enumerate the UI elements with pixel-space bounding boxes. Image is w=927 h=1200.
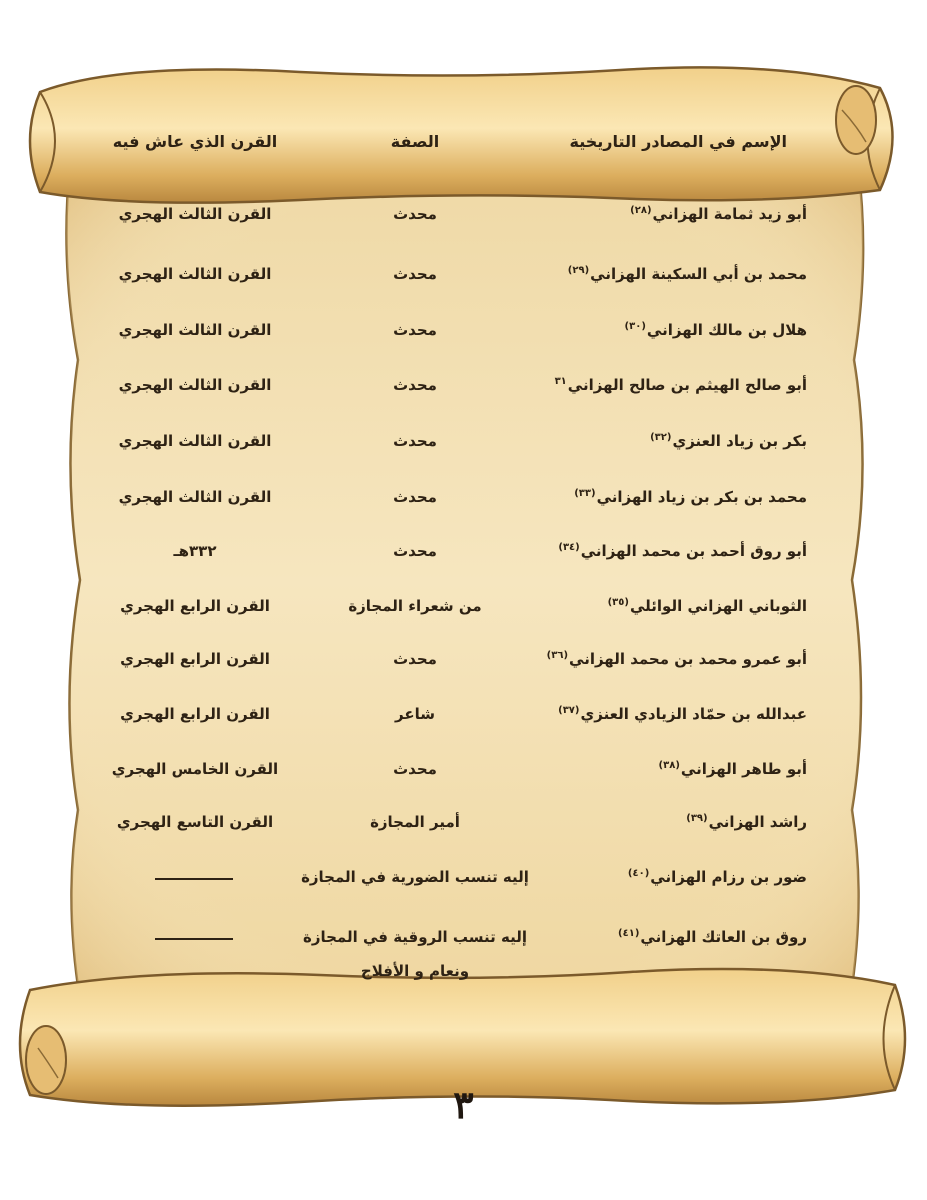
- header-description: الصفة: [390, 132, 440, 151]
- row-6-name: محمد بن بكر بن زياد الهزاني$^{(٣٣)}$: [574, 488, 807, 506]
- row-2-name: محمد بن أبي السكينة الهزاني$^{(٢٩)}$: [567, 265, 807, 283]
- row-11-name: أبو طاهر الهزاني$^{(٣٨)}$: [658, 760, 807, 778]
- row-7-description: محدث: [393, 542, 437, 560]
- row-14-description-line2: ونعام و الأفلاج: [360, 962, 470, 980]
- row-10-description: شاعر: [395, 705, 435, 723]
- row-8-name: الثوباني الهزاني الوائلي$^{(٣٥)}$: [607, 597, 807, 615]
- row-8-century: القرن الرابع الهجري: [120, 597, 270, 615]
- header-century: القرن الذي عاش فيه: [112, 132, 278, 151]
- row-8-description: من شعراء المجازة: [348, 597, 482, 615]
- row-10-century: القرن الرابع الهجري: [120, 705, 270, 723]
- row-12-ref: (٣٩): [686, 813, 708, 824]
- row-14-description: إليه تنسب الروقية في المجازة: [302, 928, 527, 946]
- row-9-ref: (٣٦): [546, 650, 569, 661]
- row-12-description: أمير المجازة: [370, 813, 460, 831]
- row-1-century: القرن الثالث الهجري: [118, 205, 272, 223]
- row-11-ref: (٣٨): [658, 760, 680, 771]
- row-5-name: بكر بن زياد العنزي$^{(٣٢)}$: [650, 432, 807, 450]
- row-3-ref: (٣٠): [624, 321, 646, 332]
- row-14-ref: (٤١): [618, 928, 640, 939]
- row-13-century-dash: [155, 878, 233, 880]
- row-9-century: القرن الرابع الهجري: [120, 650, 270, 668]
- row-3-name: هلال بن مالك الهزاني$^{(٣٠)}$: [624, 321, 807, 339]
- row-6-description: محدث: [393, 488, 437, 506]
- row-4-ref: ٣١: [554, 376, 567, 387]
- row-4-century: القرن الثالث الهجري: [118, 376, 272, 394]
- row-7-century: ٣٣٢هـ: [173, 542, 217, 560]
- row-8-ref: (٣٥): [607, 597, 629, 608]
- row-7-name: أبو روق أحمد بن محمد الهزاني$^{(٣٤)}$: [558, 542, 807, 560]
- row-13-ref: (٤٠): [627, 868, 650, 879]
- row-6-ref: (٣٣): [574, 488, 596, 499]
- row-7-ref: (٣٤): [558, 542, 580, 553]
- row-2-century: القرن الثالث الهجري: [118, 265, 272, 283]
- row-2-description: محدث: [393, 265, 437, 283]
- row-13-description: إليه تنسب الضورية في المجازة: [301, 868, 529, 886]
- page-number: ٣: [453, 1082, 474, 1127]
- row-10-ref: (٣٧): [558, 705, 580, 716]
- row-4-description: محدث: [393, 376, 437, 394]
- row-1-ref: (٢٨): [630, 205, 652, 216]
- row-2-ref: (٢٩): [567, 265, 590, 276]
- row-14-name: روق بن العاتك الهزاني$^{(٤١)}$: [618, 928, 807, 946]
- row-5-ref: (٣٢): [650, 432, 672, 443]
- row-5-description: محدث: [393, 432, 437, 450]
- row-9-description: محدث: [393, 650, 437, 668]
- row-10-name: عبدالله بن حمّاد الزيادي العنزي$^{(٣٧)}$: [558, 705, 807, 723]
- row-3-century: القرن الثالث الهجري: [118, 321, 272, 339]
- row-13-name: ضور بن رزام الهزاني$^{(٤٠)}$: [627, 868, 807, 886]
- row-1-name: أبو زيد ثمامة الهزاني$^{(٢٨)}$: [630, 205, 807, 223]
- header-name: الإسم في المصادر التاريخية: [569, 132, 787, 151]
- row-9-name: أبو عمرو محمد بن محمد الهزاني$^{(٣٦)}$: [546, 650, 807, 668]
- row-14-century-dash: [155, 938, 233, 940]
- row-12-century: القرن التاسع الهجري: [116, 813, 274, 831]
- row-6-century: القرن الثالث الهجري: [118, 488, 272, 506]
- row-3-description: محدث: [393, 321, 437, 339]
- row-1-description: محدث: [393, 205, 437, 223]
- row-12-name: راشد الهزاني$^{(٣٩)}$: [686, 813, 807, 831]
- row-4-name: أبو صالح الهيثم بن صالح الهزاني$^{٣١}$: [554, 376, 807, 394]
- row-11-century: القرن الخامس الهجري: [111, 760, 279, 778]
- row-11-description: محدث: [393, 760, 437, 778]
- row-5-century: القرن الثالث الهجري: [118, 432, 272, 450]
